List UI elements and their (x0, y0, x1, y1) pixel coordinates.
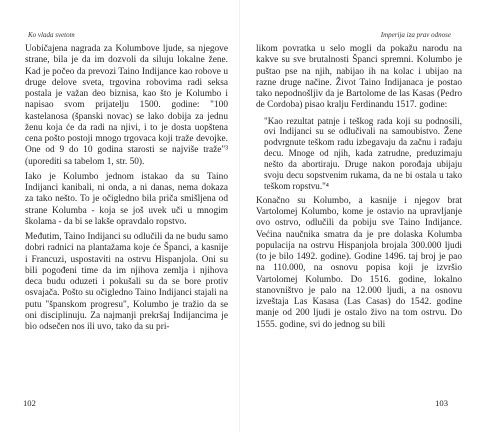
left-text-block (25, 44, 228, 333)
right-block-quote: "Kao rezultat patnje i teškog rada koji su podnosili, ovi Indijanci su se odlučivali na samoubistvo. Žene podvrgnute teškom radu izbegavaju da začnu i rađaju decu. Mnoge od njih, kada zatrudne, preduzimaju nešto da abortiraju. Druge nakon porođaja ubijaju svoju decu sopstvenim rukama, da ne bi ostala u tako teškom ropstvu."⁴ (264, 115, 462, 191)
left-paragraph-1: Uobičajena nagrada za Kolumbove ljude, sa njegove strane, bila je da im dozvoli da siluju lokalne žene. Kad je počeo da prevozi Taino Indijance kao robove u druge delove sveta, trgovina robovima radi seksa postala je važan deo biznisa, kao što je Kolumbo i napisao svom prijatelju 1500. godine: "100 kastelanosa (španski novac) se lako dobija za jednu ženu koja će da radi na njivi, i to je dosta uopštena cena pošto postoji mnogo trgovaca koji traže devojke. One od 9 do 10 godina starosti se najviše traže"³ (uporediti sa tabelom 1, str. 50). (25, 44, 228, 167)
left-paragraph-2: Iako je Kolumbo jednom istakao da su Taino Indijanci kanibali, ni onda, a ni danas, nema dokaza za tako nešto. To je očigledno bila priča smišljena od strane Kolumba - koja se još uvek uči u mnogim školama - da bi se lakše opravdalo ropstvo. (25, 171, 228, 227)
left-running-head: Ko vlada svetom (28, 31, 75, 39)
right-page (240, 0, 480, 432)
right-text-block (256, 44, 462, 331)
right-paragraph-2: Konačno su Kolumbo, a kasnije i njegov brat Vartolomej Kolumbo, kome je ostavio na upravljanje ovo ostrvo, odlučili da pobiju sve Taino Indijance. Većina naučnika smatra da je pre dolaska Kolumba populacija na ostrvu Hispanjola brojala 300.000 ljudi (to je bilo 1492. godine). Godine 1496. taj broj je pao na 110.000, na osnovu popisa koji je izvršio Vartolomej Kolumbo. Do 1516. godine, lokalno stanovništvo je palo na 12.000 ljudi, a na osnovu izveštaja Las Kasasa (Las Casas) do 1542. godine manje od 200 ljudi je ostalo živo na tom ostrvu. Do 1555. godine, svi do jednog su bili (256, 195, 462, 330)
left-paragraph-3: Međutim, Taino Indijanci su odlučili da ne budu samo dobri radnici na plantažama koje će Španci, a kasnije i Francuzi, uspostaviti na ostrvu Hispanjola. Oni su bili pogođeni time da im njihova zemlja i njihova deca budu oduzeti i pokušali su da se bore protiv osvajača. Pošto su očigledno Taino Indijanci stajali na putu "španskom progresu", Kolumbo je tražio da se oni disciplinuju. Za najmanji prekršaj Indijancima je bio odsečen nos ili uvo, tako da su pri- (25, 232, 228, 332)
right-running-head: Imperija iza prav odnose (380, 31, 451, 39)
left-page-number: 102 (23, 398, 36, 408)
right-paragraph-1: likom povratka u selo mogli da pokažu narodu na kakve su sve brutalnosti Španci spremni. Kolumbo je puštao pse na njih, nabijao ih na kolac i ubijao na razne druge načine. Život Taino Indijanaca je postao tako nepodnošljiv da je Bartolome de las Kasas (Pedro de Cordoba) pisao kralju Ferdinandu 1517. godine: (256, 44, 462, 111)
right-page-number: 103 (435, 398, 448, 408)
